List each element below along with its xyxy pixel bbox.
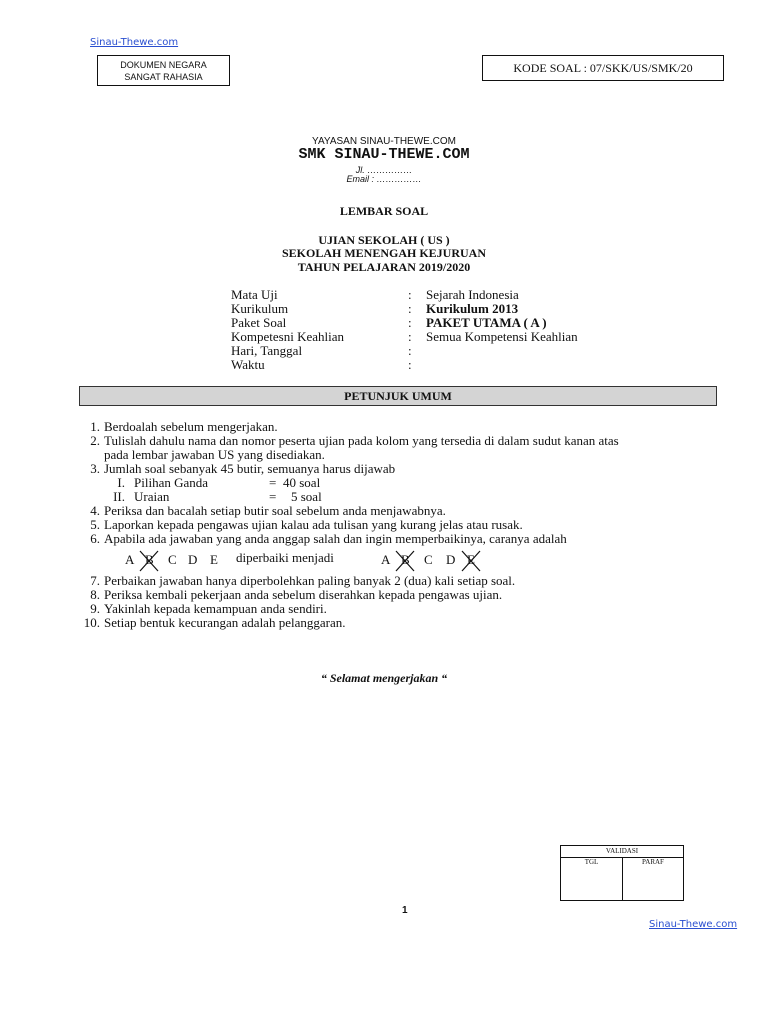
doc-class-line-2: SANGAT RAHASIA [124, 72, 203, 82]
option-letter: B [401, 552, 410, 567]
option-letter: C [168, 552, 177, 567]
option-letter: B [145, 552, 154, 567]
option-letter: D [188, 552, 198, 567]
info-label: Mata Uji [231, 287, 278, 302]
info-sep: : [408, 357, 412, 372]
info-row-curriculum [231, 302, 651, 316]
instruction-text: Periksa kembali pekerjaan anda sebelum diserahkan kepada pengawas ujian. [104, 587, 503, 602]
option-letter: D [446, 552, 456, 567]
question-type-label: Pilihan Ganda [134, 475, 209, 490]
instruction-number: 2. [90, 433, 100, 448]
kode-soal-box [482, 55, 724, 81]
roman-numeral: II. [113, 489, 125, 504]
info-value: PAKET UTAMA ( A ) [426, 315, 547, 330]
info-row-subject [231, 288, 651, 302]
validation-date-column [561, 857, 623, 900]
general-instructions-banner: PETUNJUK UMUM [79, 386, 717, 406]
validation-date-label: TGL [584, 858, 599, 866]
exam-title-2: SEKOLAH MENENGAH KEJURUAN [281, 246, 487, 260]
option-letter: E [467, 552, 475, 567]
instruction-text: Jumlah soal sebanyak 45 butir, semuanya harus dijawab [104, 461, 396, 476]
instruction-text: Yakinlah kepada kemampuan anda sendiri. [104, 601, 327, 616]
option-letter: A [381, 552, 391, 567]
page-number: 1 [402, 905, 408, 916]
cross-mark-icon [460, 549, 482, 573]
info-value: Semua Kompetensi Keahlian [426, 329, 578, 344]
info-sep: : [408, 343, 412, 358]
school-name: SMK SINAU-THEWE.COM [298, 146, 470, 163]
school-address: Jl. …………… [355, 165, 413, 175]
exam-title-1: UJIAN SEKOLAH ( US ) [318, 233, 450, 247]
instruction-number: 3. [90, 461, 100, 476]
instruction-number: 9. [90, 601, 100, 616]
sheet-title: LEMBAR SOAL [339, 204, 429, 218]
exam-title-3: TAHUN PELAJARAN 2019/2020 [297, 260, 471, 274]
info-row-competency [231, 330, 651, 344]
option-letter: E [210, 552, 218, 567]
instruction-number: 4. [90, 503, 100, 518]
instruction-number: 1. [90, 419, 100, 434]
closing-message: “ Selamat mengerjakan “ [320, 671, 448, 685]
instruction-number: 7. [90, 573, 100, 588]
validation-title: VALIDASI [561, 846, 683, 858]
instruction-text: Perbaikan jawaban hanya diperbolehkan paling banyak 2 (dua) kali setiap soal. [104, 573, 516, 588]
info-label: Waktu [231, 357, 265, 372]
option-letter: C [424, 552, 433, 567]
correction-example [120, 549, 520, 573]
question-count: 40 soal [283, 475, 321, 490]
info-row-date [231, 344, 651, 358]
info-label: Kompetesni Keahlian [231, 329, 344, 344]
info-label: Hari, Tanggal [231, 343, 303, 358]
validation-signature-column [623, 857, 683, 900]
foundation-name: YAYASAN SINAU-THEWE.COM [312, 136, 456, 147]
kode-soal-text: KODE SOAL : 07/SKK/US/SMK/20 [513, 61, 693, 75]
instruction-number: 5. [90, 517, 100, 532]
question-count: 5 soal [291, 489, 322, 504]
instruction-text: Tulislah dahulu nama dan nomor peserta ujian pada kolom yang tersedia di dalam sudut kanan atas [104, 433, 619, 448]
instruction-text: pada lembar jawaban US yang disediakan. [104, 447, 325, 462]
equals-sign: = [269, 489, 277, 504]
corrected-to-label: diperbaiki menjadi [236, 550, 334, 565]
equals-sign: = [269, 475, 277, 490]
info-sep: : [408, 287, 412, 302]
cross-mark-icon [138, 549, 160, 573]
instruction-text: Laporkan kepada pengawas ujian kalau ada tulisan yang kurang jelas atau rusak. [104, 517, 523, 532]
question-type-row [80, 490, 380, 504]
instruction-number: 10. [83, 615, 100, 630]
info-row-package [231, 316, 651, 330]
instruction-number: 8. [90, 587, 100, 602]
question-type-row [80, 476, 380, 490]
validation-signature-label: PARAF [642, 858, 664, 866]
instruction-text: Berdoalah sebelum mengerjakan. [104, 419, 278, 434]
validation-box [560, 845, 684, 901]
school-email: Email : …………… [346, 174, 422, 184]
question-type-label: Uraian [134, 489, 170, 504]
info-value: Kurikulum 2013 [426, 301, 519, 316]
info-value: Sejarah Indonesia [426, 287, 519, 302]
doc-class-line-1: DOKUMEN NEGARA [120, 60, 207, 70]
cross-mark-icon [394, 549, 416, 573]
instruction-text: Setiap bentuk kecurangan adalah pelanggaran. [104, 615, 346, 630]
info-sep: : [408, 315, 412, 330]
option-letter: A [125, 552, 135, 567]
info-row-time [231, 358, 651, 372]
top-site-link[interactable]: Sinau-Thewe.com [90, 37, 179, 48]
info-label: Paket Soal [231, 315, 287, 330]
instruction-number: 6. [90, 531, 100, 546]
info-sep: : [408, 329, 412, 344]
roman-numeral: I. [117, 475, 125, 490]
footer-site-link[interactable]: Sinau-Thewe.com [649, 919, 738, 930]
instruction-text: Periksa dan bacalah setiap butir soal sebelum anda menjawabnya. [104, 503, 446, 518]
instruction-text: Apabila ada jawaban yang anda anggap salah dan ingin memperbaikinya, caranya adalah [104, 531, 567, 546]
info-label: Kurikulum [231, 301, 289, 316]
document-classification-box [97, 55, 230, 86]
info-sep: : [408, 301, 412, 316]
